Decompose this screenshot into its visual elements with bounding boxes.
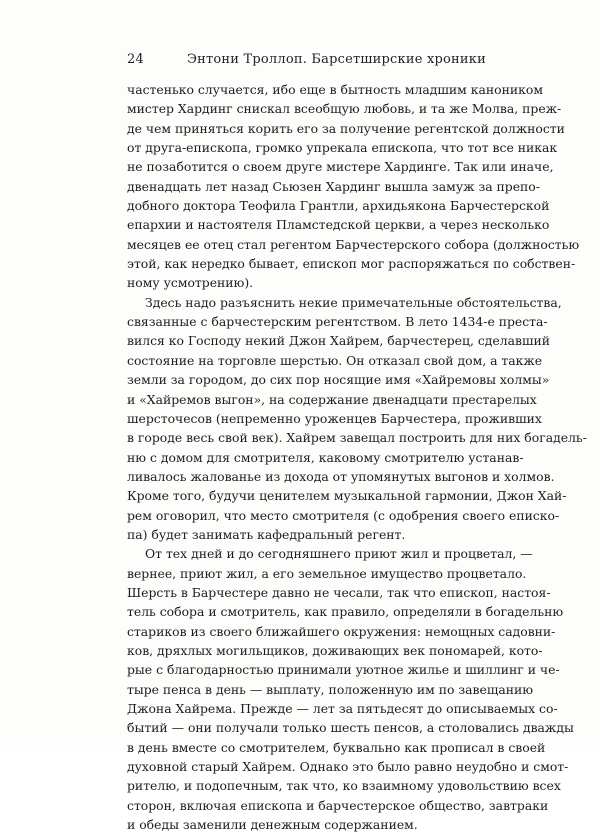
text-line: ному усмотрению). — [127, 275, 254, 291]
text-line: ню с домом для смотрителя, каковому смотрителю устанав- — [127, 449, 524, 465]
text-line: месяцев ее отец стал регентом Барчестерского собора (должностью — [127, 236, 580, 252]
running-head — [127, 52, 487, 67]
text-line: Шерсть в Барчестере давно не чесали, так что епископ, настоя- — [127, 584, 551, 600]
text-line: духовной старый Хайрем. Однако это было равно неудобно и смот- — [127, 759, 569, 775]
text-line: От тех дней и до сегодняшнего приют жил и процветал, — — [145, 546, 533, 562]
text-line: рителю, и подопечным, так что, ко взаимному удовольствию всех — [127, 778, 561, 794]
page-number: 24 — [127, 52, 144, 67]
text-line: вился ко Господу некий Джон Хайрем, барчестерец, сделавший — [127, 333, 550, 349]
text-line: земли за городом, до сих пор носящие имя «Хайремовы холмы» — [127, 372, 550, 388]
body-text — [127, 80, 587, 834]
text-line: сторон, включая епископа и барчестерское общество, завтраки — [127, 797, 549, 813]
text-line: Здесь надо разъяснить некие примечательные обстоятельства, — [145, 294, 562, 310]
text-line: ков, дряхлых могильщиков, доживающих век пономарей, кото- — [127, 642, 543, 658]
text-line: епархии и настоятеля Пламстедской церкви, а через несколько — [127, 217, 550, 233]
text-line: тыре пенса в день — выплату, положенную им по завещанию — [127, 681, 534, 697]
text-line: рые с благодарностью принимали уютное жилье и шиллинг и че- — [127, 662, 560, 678]
text-line: и «Хайремов выгон», на содержание двенадцати престарелых — [127, 391, 537, 407]
text-line: частенько случается, ибо еще в бытность младшим каноником — [127, 82, 543, 97]
text-line: ливалось жалованье из дохода от упомянутых выгонов и холмов. — [127, 468, 555, 484]
text-line: де чем приняться корить его за получение регентской должности — [127, 120, 565, 136]
text-line: тель собора и смотритель, как правило, определяли в богадельню — [127, 604, 564, 620]
text-line: в городе весь свой век). Хайрем завещал построить для них богадель- — [127, 430, 587, 446]
text-line: состояние на торговле шерстью. Он отказал свой дом, а также — [127, 352, 543, 368]
running-title: Энтони Троллоп. Барсетширские хроники — [187, 52, 486, 67]
text-line: в день вместе со смотрителем, буквально как прописал в своей — [127, 739, 546, 755]
text-line: па) будет занимать кафедральный регент. — [127, 526, 406, 542]
text-line: связанные с барчестерским регентством. В лето 1434-е преста- — [127, 314, 548, 330]
text-line: стариков из своего ближайшего окружения: немощных садовни- — [127, 623, 556, 639]
paragraph-3 — [127, 544, 574, 834]
paragraph-2 — [127, 293, 587, 544]
text-line: рем оговорил, что место смотрителя (с одобрения своего еписко- — [127, 507, 560, 523]
text-line: Кроме того, будучи ценителем музыкальной гармонии, Джон Хай- — [127, 488, 567, 504]
text-line: Джона Хайрема. Прежде — лет за пятьдесят до описываемых со- — [127, 701, 558, 716]
text-line: от друга-епископа, громко упрекала епископа, что тот все никак — [127, 140, 558, 156]
text-line: добного доктора Теофила Грантли, архидьякона Барчестерской — [127, 198, 550, 214]
text-line: этой, как нередко бывает, епископ мог распоряжаться по собствен- — [127, 256, 576, 272]
text-line: и обеды заменили денежным содержанием. — [127, 817, 418, 833]
text-line: бытий — они получали только шесть пенсов, а столовались дважды — [127, 720, 574, 736]
paragraph-1 — [127, 80, 580, 293]
text-line: двенадцать лет назад Сьюзен Хардинг вышла замуж за препо- — [127, 178, 540, 194]
text-line: не позаботится о своем друге мистере Хардинге. Так или иначе, — [127, 159, 554, 175]
text-line: мистер Хардинг снискал всеобщую любовь, и та же Молва, преж- — [127, 101, 562, 117]
text-line: вернее, приют жил, а его земельное имущество процветало. — [127, 565, 527, 581]
text-line: шерсточесов (непременно уроженцев Барчестера, проживших — [127, 410, 542, 426]
